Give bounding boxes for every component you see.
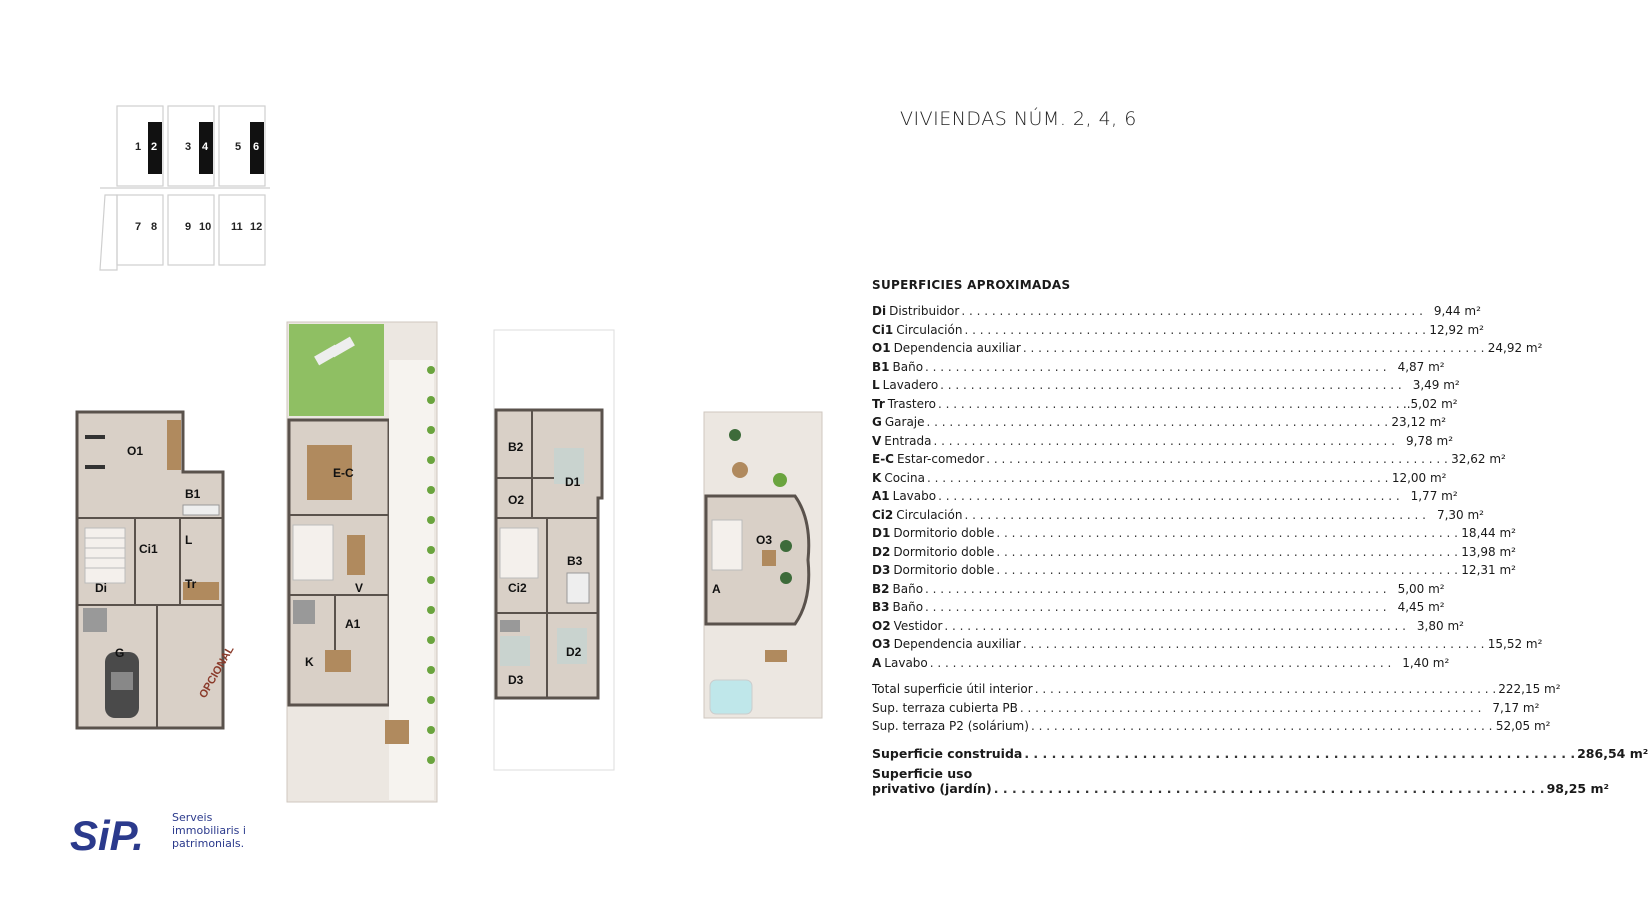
surface-code: Tr bbox=[872, 396, 885, 411]
surface-code: Ci2 bbox=[872, 507, 894, 522]
surface-name: Dormitorio doble bbox=[893, 544, 995, 559]
logo-line-3: patrimonials. bbox=[172, 837, 245, 850]
surface-value: 18,44 m² bbox=[1461, 526, 1516, 540]
surface-row bbox=[872, 563, 1516, 582]
surface-name: Dormitorio doble bbox=[893, 526, 995, 540]
surface-value: 4,87 m² bbox=[1397, 359, 1445, 374]
key-num-8: 8 bbox=[151, 221, 158, 233]
logo-mark: SiP. bbox=[70, 812, 144, 859]
surface-name: Vestidor bbox=[893, 618, 943, 633]
surface-row bbox=[872, 415, 1447, 434]
surface-name: Garaje bbox=[884, 415, 925, 429]
logo-line-1: Serveis bbox=[172, 811, 213, 824]
key-num-11: 11 bbox=[231, 221, 243, 233]
total-value: 7,17 m² bbox=[1492, 700, 1540, 715]
surface-code: D3 bbox=[872, 563, 891, 577]
total-name: Sup. terraza P2 (solárium) bbox=[872, 719, 1029, 733]
surface-row bbox=[872, 526, 1516, 545]
built-surface-value: 286,54 m² bbox=[1577, 746, 1648, 761]
room-D1: D1 bbox=[565, 475, 581, 489]
ground-floor-plan bbox=[285, 320, 440, 808]
surfaces-totals bbox=[872, 682, 1561, 738]
room-Di: Di bbox=[95, 581, 107, 595]
surface-row bbox=[872, 618, 1464, 638]
surface-name: Dependencia auxiliar bbox=[893, 637, 1021, 651]
surface-value: 13,98 m² bbox=[1461, 544, 1516, 559]
room-Ci2: Ci2 bbox=[508, 581, 527, 595]
surface-name: Lavabo bbox=[892, 489, 937, 503]
surface-row bbox=[872, 544, 1516, 564]
roof-floor-plan bbox=[700, 410, 825, 722]
surface-code: G bbox=[872, 415, 882, 429]
surface-name: Baño bbox=[892, 359, 924, 374]
room-L: L bbox=[185, 533, 193, 547]
surface-value: ..5,02 m² bbox=[1402, 396, 1458, 411]
surface-row bbox=[872, 637, 1543, 656]
surface-value: 9,44 m² bbox=[1433, 304, 1481, 318]
surface-row bbox=[872, 507, 1484, 527]
logo-line-2: immobiliaris i bbox=[172, 824, 246, 837]
surface-value: 3,49 m² bbox=[1412, 378, 1460, 392]
surface-row bbox=[872, 655, 1450, 675]
room-D2: D2 bbox=[566, 645, 582, 659]
surface-value: 7,30 m² bbox=[1436, 507, 1484, 522]
surface-code: K bbox=[872, 470, 882, 485]
total-row bbox=[872, 682, 1561, 701]
surface-code: O2 bbox=[872, 618, 891, 633]
surface-code: Ci1 bbox=[872, 322, 894, 337]
key-num-4: 4 bbox=[202, 141, 209, 153]
surface-value: 5,00 m² bbox=[1397, 581, 1445, 596]
key-num-3: 3 bbox=[185, 141, 192, 153]
surface-name: Baño bbox=[892, 600, 924, 614]
surface-name: Lavadero bbox=[882, 378, 939, 392]
room-G: G bbox=[115, 646, 125, 660]
room-A: A bbox=[712, 582, 721, 596]
surface-code: V bbox=[872, 433, 882, 448]
surface-value: 15,52 m² bbox=[1487, 637, 1543, 651]
private-use-value: 98,25 m² bbox=[1546, 781, 1609, 796]
surface-value: 32,62 m² bbox=[1451, 452, 1506, 466]
surface-row bbox=[872, 600, 1445, 619]
total-value: 52,05 m² bbox=[1495, 719, 1551, 733]
key-num-9: 9 bbox=[185, 221, 192, 233]
room-Ci1: Ci1 bbox=[139, 542, 158, 556]
surface-value: 12,00 m² bbox=[1391, 470, 1447, 485]
surface-code: A bbox=[872, 655, 882, 670]
room-O1: O1 bbox=[127, 444, 144, 458]
surface-code: Di bbox=[872, 304, 887, 318]
surface-code: O1 bbox=[872, 341, 891, 355]
surface-value: 12,31 m² bbox=[1461, 563, 1516, 577]
page-title: VIVIENDAS NÚM. 2, 4, 6 bbox=[900, 108, 1137, 130]
key-num-5: 5 bbox=[235, 141, 242, 153]
total-name: Sup. terraza cubierta PB bbox=[872, 700, 1018, 715]
surface-value: 1,40 m² bbox=[1402, 655, 1450, 670]
room-A1: A1 bbox=[345, 617, 361, 631]
surface-code: A1 bbox=[872, 489, 890, 503]
surface-row bbox=[872, 433, 1454, 453]
key-num-2: 2 bbox=[151, 141, 158, 153]
surface-value: 23,12 m² bbox=[1391, 415, 1447, 429]
surface-row bbox=[872, 489, 1458, 508]
key-plan bbox=[95, 100, 285, 280]
room-O3: O3 bbox=[756, 533, 773, 547]
room-E-C: E-C bbox=[333, 466, 354, 480]
surface-name: Cocina bbox=[884, 470, 925, 485]
total-value: 222,15 m² bbox=[1498, 682, 1561, 696]
surface-row bbox=[872, 359, 1445, 379]
surface-value: 24,92 m² bbox=[1487, 341, 1543, 355]
basement-floor-plan bbox=[75, 410, 237, 730]
surface-code: B2 bbox=[872, 581, 890, 596]
private-use-surface bbox=[872, 766, 1609, 800]
surface-name: Circulación bbox=[896, 322, 963, 337]
room-B1: B1 bbox=[185, 487, 201, 501]
surface-name: Entrada bbox=[884, 433, 932, 448]
first-floor-plan bbox=[492, 328, 642, 778]
surface-name: Trastero bbox=[887, 396, 937, 411]
built-surface bbox=[872, 746, 1648, 764]
surface-code: O3 bbox=[872, 637, 891, 651]
key-num-6: 6 bbox=[253, 141, 260, 153]
private-use-label-1: Superficie uso bbox=[872, 766, 973, 781]
surface-code: D2 bbox=[872, 544, 891, 559]
surface-name: Estar-comedor bbox=[896, 452, 985, 466]
total-name: Total superficie útil interior bbox=[872, 682, 1033, 696]
surface-name: Distribuidor bbox=[889, 304, 960, 318]
surface-name: Baño bbox=[892, 581, 924, 596]
room-D3: D3 bbox=[508, 673, 524, 687]
key-num-10: 10 bbox=[199, 221, 212, 233]
surface-value: 3,80 m² bbox=[1416, 618, 1464, 633]
surface-row bbox=[872, 396, 1458, 416]
key-num-1: 1 bbox=[135, 141, 142, 153]
room-B3: B3 bbox=[567, 554, 583, 568]
surface-code: L bbox=[872, 378, 880, 392]
total-row bbox=[872, 719, 1551, 738]
surface-row bbox=[872, 470, 1447, 490]
key-num-12: 12 bbox=[250, 221, 263, 233]
surface-value: 4,45 m² bbox=[1397, 600, 1445, 614]
key-num-7: 7 bbox=[135, 221, 142, 233]
built-surface-label: Superficie construida bbox=[872, 746, 1023, 761]
surface-value: 1,77 m² bbox=[1410, 489, 1458, 503]
surface-row bbox=[872, 378, 1460, 397]
total-row bbox=[872, 700, 1540, 720]
optional-label: OPCIONAL bbox=[197, 644, 237, 701]
surface-name: Circulación bbox=[896, 507, 963, 522]
surfaces-heading: SUPERFICIES APROXIMADAS bbox=[872, 278, 1071, 292]
surface-row bbox=[872, 581, 1445, 601]
surfaces-list bbox=[872, 304, 1543, 674]
surface-row bbox=[872, 322, 1484, 342]
surface-row bbox=[872, 341, 1543, 360]
surface-code: E-C bbox=[872, 452, 894, 466]
private-use-label-2: privativo (jardín) bbox=[872, 781, 992, 796]
surface-code: B1 bbox=[872, 359, 890, 374]
surface-value: 9,78 m² bbox=[1405, 433, 1454, 448]
room-Tr: Tr bbox=[185, 577, 197, 591]
surface-code: B3 bbox=[872, 600, 890, 614]
surface-name: Dependencia auxiliar bbox=[893, 341, 1021, 355]
room-V: V bbox=[355, 581, 364, 595]
surface-name: Lavabo bbox=[884, 655, 928, 670]
surface-row bbox=[872, 452, 1506, 471]
surface-value: 12,92 m² bbox=[1429, 322, 1484, 337]
surface-name: Dormitorio doble bbox=[893, 563, 995, 577]
room-B2: B2 bbox=[508, 440, 524, 454]
surface-code: D1 bbox=[872, 526, 891, 540]
logo-text bbox=[172, 811, 246, 850]
room-O2: O2 bbox=[508, 493, 525, 507]
room-K: K bbox=[305, 655, 314, 669]
surface-row bbox=[872, 304, 1481, 323]
